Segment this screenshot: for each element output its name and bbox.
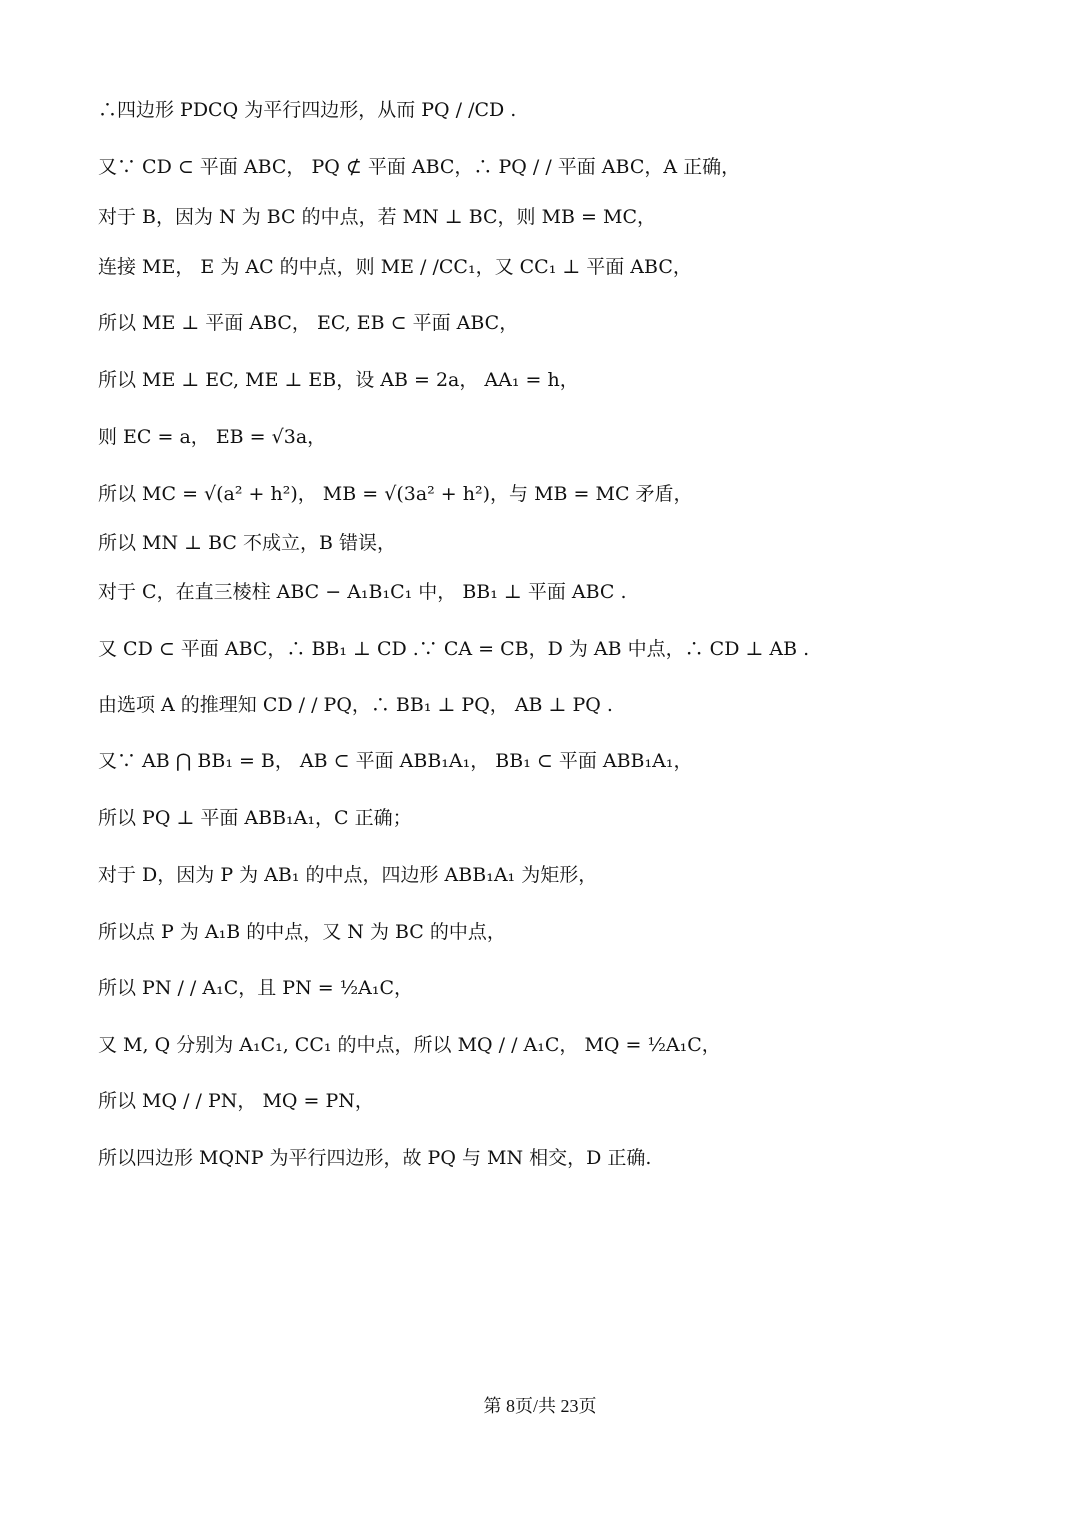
- text-line: 所以 PN / / A₁C，且 PN = ½A₁C，: [98, 977, 413, 999]
- text-line: 所以 PQ ⊥ 平面 ABB₁A₁，C 正确；: [98, 807, 412, 829]
- text-line: 连接 ME， E 为 AC 的中点，则 ME / /CC₁，又 CC₁ ⊥ 平面 ABC，: [98, 256, 692, 278]
- text-line: 又∵ CD ⊂ 平面 ABC， PQ ⊄ 平面 ABC，∴ PQ / / 平面 ABC，A 正确，: [98, 156, 741, 178]
- text-line: 又 M, Q 分别为 A₁C₁, CC₁ 的中点，所以 MQ / / A₁C， MQ = ½A₁C，: [98, 1034, 721, 1056]
- text-line: 所以 ME ⊥ EC, ME ⊥ EB，设 AB = 2a， AA₁ = h，: [98, 369, 579, 391]
- text-line: 对于 C，在直三棱柱 ABC − A₁B₁C₁ 中， BB₁ ⊥ 平面 ABC .: [98, 581, 627, 603]
- text-line: 又∵ AB ⋂ BB₁ = B， AB ⊂ 平面 ABB₁A₁， BB₁ ⊂ 平面 ABB₁A₁，: [98, 750, 693, 772]
- text-line: 所以 ME ⊥ 平面 ABC， EC, EB ⊂ 平面 ABC，: [98, 312, 519, 334]
- text-line: 则 EC = a， EB = √3a，: [98, 426, 327, 448]
- text-line: 所以点 P 为 A₁B 的中点，又 N 为 BC 的中点，: [98, 921, 506, 943]
- text-line: 对于 D，因为 P 为 AB₁ 的中点，四边形 ABB₁A₁ 为矩形，: [98, 864, 598, 886]
- text-line: 所以四边形 MQNP 为平行四边形，故 PQ 与 MN 相交，D 正确.: [98, 1147, 652, 1169]
- text-line: 又 CD ⊂ 平面 ABC，∴ BB₁ ⊥ CD .∵ CA = CB，D 为 AB 中点，∴ CD ⊥ AB .: [98, 638, 810, 660]
- text-line: 所以 MC = √(a² + h²)， MB = √(3a² + h²)，与 MB = MC 矛盾，: [98, 483, 693, 505]
- text-line: ∴四边形 PDCQ 为平行四边形，从而 PQ / /CD .: [98, 99, 517, 121]
- text-line: 所以 MN ⊥ BC 不成立，B 错误，: [98, 532, 396, 554]
- page-footer: 第 8页/共 23页: [483, 1396, 597, 1416]
- text-line: 所以 MQ / / PN， MQ = PN，: [98, 1090, 374, 1112]
- text-line: 对于 B，因为 N 为 BC 的中点，若 MN ⊥ BC，则 MB = MC，: [98, 206, 657, 228]
- text-line: 由选项 A 的推理知 CD / / PQ，∴ BB₁ ⊥ PQ， AB ⊥ PQ .: [98, 694, 613, 716]
